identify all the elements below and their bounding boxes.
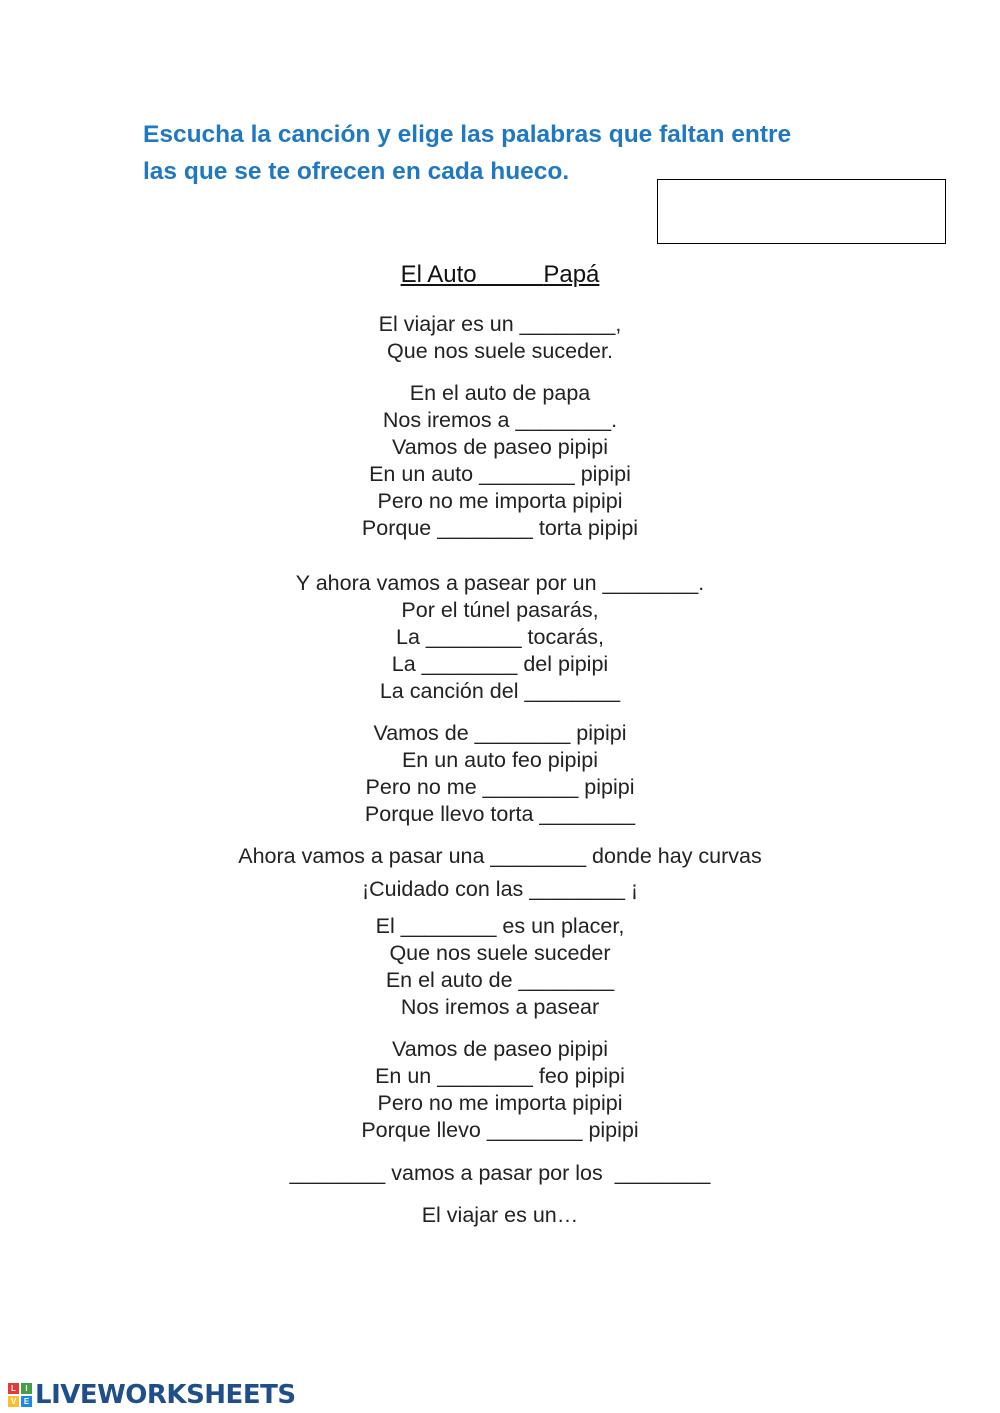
logo-block: E (21, 1396, 32, 1407)
logo-blocks-icon (8, 1383, 32, 1407)
instructions-line-1: Escucha la canción y elige las palabras que faltan entre (143, 121, 792, 148)
lyric-line: Que nos suele suceder (389, 941, 611, 965)
lyric-line: Porque llevo torta ________ (364, 802, 636, 826)
lyric-line: El viajar es un ________, (378, 312, 622, 336)
lyric-line: Nos iremos a pasear (400, 995, 600, 1019)
instructions-line-2: las que se te ofrecen en cada hueco. (143, 158, 570, 185)
lyric-line: Por el túnel pasarás, (401, 598, 599, 622)
song-title-right: Papá (543, 261, 600, 288)
logo-block: V (8, 1396, 19, 1407)
lyric-line: Vamos de paseo pipipi (392, 1037, 608, 1061)
lyric-line: En el auto de ________ (385, 968, 615, 992)
lyric-line: Vamos de ________ pipipi (373, 721, 627, 745)
lyric-line: Pero no me importa pipipi (377, 489, 623, 513)
lyric-line: Porque llevo ________ pipipi (361, 1118, 639, 1142)
song-title-left: El Auto (400, 261, 477, 288)
lyric-line: En el auto de papa (409, 381, 591, 405)
lyric-line: Porque ________ torta pipipi (361, 516, 639, 540)
answer-input-box[interactable] (657, 179, 946, 244)
song-title-gap (477, 261, 544, 288)
liveworksheets-logo (8, 1380, 296, 1410)
lyric-line: Que nos suele suceder. (387, 339, 613, 363)
lyric-line: La canción del ________ (379, 679, 621, 703)
logo-block: L (8, 1383, 19, 1394)
lyric-line: Nos iremos a ________. (382, 408, 618, 432)
lyric-line: El ________ es un placer, (375, 914, 625, 938)
lyric-line: Pero no me importa pipipi (377, 1091, 623, 1115)
lyric-line: La ________ del pipipi (391, 652, 609, 676)
lyric-line: ¡Cuidado con las ________ ¡ (361, 877, 639, 901)
lyric-line: La ________ tocarás, (396, 625, 604, 649)
lyric-line: En un auto ________ pipipi (369, 462, 631, 486)
logo-text: LIVEWORKSHEETS (35, 1380, 296, 1410)
lyric-line: El viajar es un… (421, 1203, 579, 1227)
lyric-line: Vamos de paseo pipipi (392, 435, 608, 459)
logo-block: I (21, 1383, 32, 1394)
song-title (0, 260, 1000, 290)
lyric-line: Ahora vamos a pasar una ________ donde hay curvas (238, 844, 762, 868)
lyric-line: Pero no me ________ pipipi (365, 775, 635, 799)
lyric-line: En un auto feo pipipi (401, 748, 599, 772)
lyric-line: En un ________ feo pipipi (375, 1064, 625, 1088)
lyric-line: ________ vamos a pasar por los ________ (289, 1161, 711, 1185)
lyric-line: Y ahora vamos a pasear por un ________. (295, 571, 705, 595)
